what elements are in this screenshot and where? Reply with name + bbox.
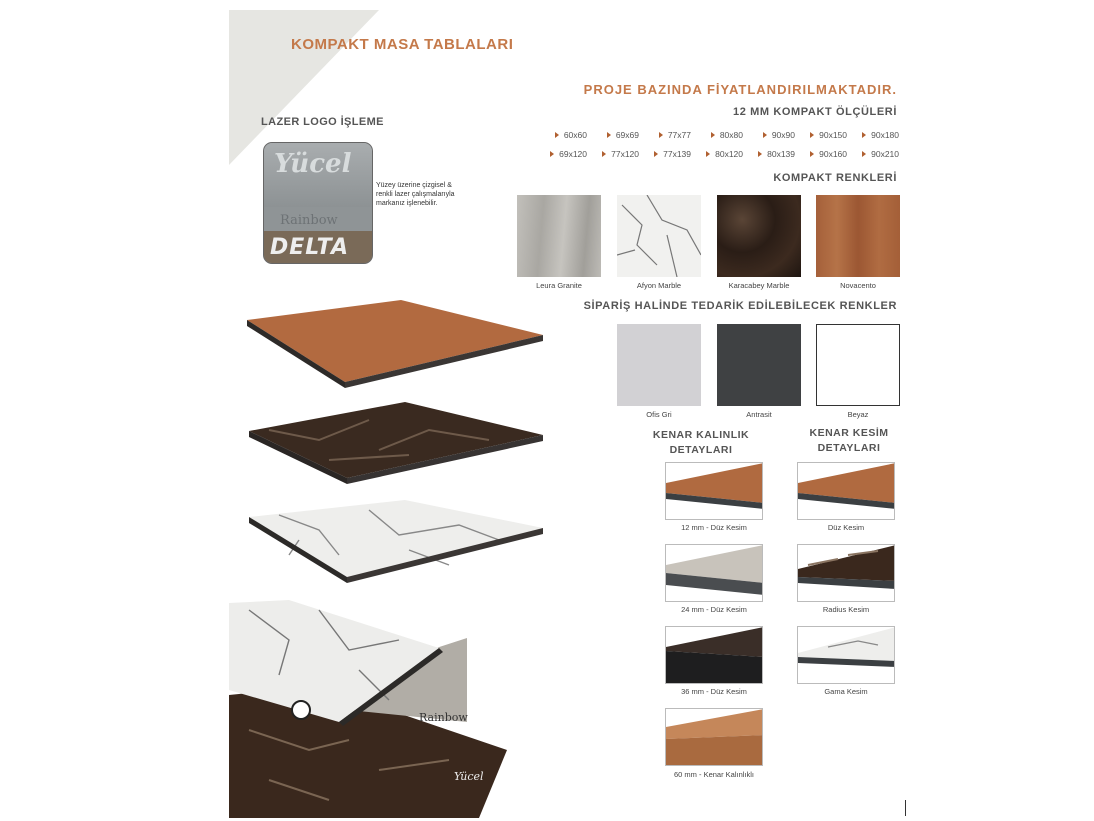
edge-thickness-title-line-2: DETAYLARI — [669, 444, 733, 456]
edge-36mm — [665, 626, 763, 684]
edge-thickness-title — [641, 428, 761, 458]
size-label: 90x210 — [871, 149, 899, 159]
size-label: 77x77 — [667, 130, 691, 140]
edge-label: 12 mm - Düz Kesim — [681, 523, 747, 532]
swatch-label: Ofis Gri — [646, 410, 672, 419]
edge-duz-kesim — [797, 462, 895, 520]
size-label: 80x80 — [719, 130, 743, 140]
logo-yucel: Yücel — [274, 149, 352, 179]
pricing-note: PROJE BAZINDA FİYATLANDIRILMAKTADIR. — [583, 82, 897, 97]
stack-label-yucel: Yücel — [454, 770, 484, 783]
laser-description: Yüzey üzerine çizgisel & renkli lazer çalışmalarıyla markanız işlenebilir. — [376, 182, 455, 207]
slab-afyon — [249, 500, 543, 583]
size-label: 90x160 — [819, 149, 847, 159]
edge-24mm — [665, 544, 763, 602]
table-top-illustrations — [229, 10, 911, 818]
page-marker — [905, 800, 906, 816]
sizes-title: 12 MM KOMPAKT ÖLÇÜLERİ — [733, 106, 897, 118]
swatch-label: Leura Granite — [536, 281, 582, 290]
logo-rainbow: Rainbow — [280, 213, 338, 228]
slab-novacento — [247, 300, 543, 388]
colors-title: KOMPAKT RENKLERİ — [773, 172, 897, 184]
page-title: KOMPAKT MASA TABLALARI — [291, 36, 514, 53]
edge-label: Gama Kesim — [824, 687, 868, 696]
edge-thickness-title-line-1: KENAR KALINLIK — [652, 429, 750, 441]
swatch-label: Novacento — [840, 281, 876, 290]
edge-label: 60 mm - Kenar Kalınlıklı — [673, 770, 755, 779]
laser-logo-title: LAZER LOGO İŞLEME — [261, 116, 384, 128]
stack-label-rainbow: Rainbow — [419, 711, 468, 724]
edge-label: Radius Kesim — [822, 605, 870, 614]
size-label: 80x120 — [715, 149, 743, 159]
edge-gama-kesim — [797, 626, 895, 684]
swatch-label: Afyon Marble — [636, 281, 682, 290]
size-label: 90x180 — [871, 130, 899, 140]
edge-12mm — [665, 462, 763, 520]
edge-label: Düz Kesim — [827, 523, 865, 532]
size-label: 60x60 — [563, 130, 587, 140]
size-label: 77x139 — [663, 149, 691, 159]
slab-karacabey — [249, 402, 543, 484]
size-label: 90x90 — [771, 130, 795, 140]
size-label: 80x139 — [767, 149, 795, 159]
size-label: 69x69 — [615, 130, 639, 140]
order-colors-title: SİPARİŞ HALİNDE TEDARİK EDİLEBİLECEK RENKLER — [583, 300, 897, 312]
slab-stack — [229, 600, 507, 818]
edge-cut-title-line-2: DETAYLARI — [817, 442, 881, 454]
edge-60mm — [665, 708, 763, 766]
catalog-page — [229, 10, 911, 818]
swatch-label: Karacabey Marble — [728, 281, 790, 290]
size-label: 69x120 — [559, 149, 587, 159]
logo-delta: DELTA — [270, 235, 349, 260]
size-label: 77x120 — [611, 149, 639, 159]
swatch-label: Antrasit — [746, 410, 772, 419]
edge-cut-title-line-1: KENAR KESİM — [809, 427, 889, 439]
edge-label: 36 mm - Düz Kesim — [681, 687, 747, 696]
edge-cut-title — [789, 426, 909, 456]
size-label: 90x150 — [819, 130, 847, 140]
swatch-label: Beyaz — [847, 410, 869, 419]
edge-label: 24 mm - Düz Kesim — [681, 605, 747, 614]
edge-radius-kesim — [797, 544, 895, 602]
